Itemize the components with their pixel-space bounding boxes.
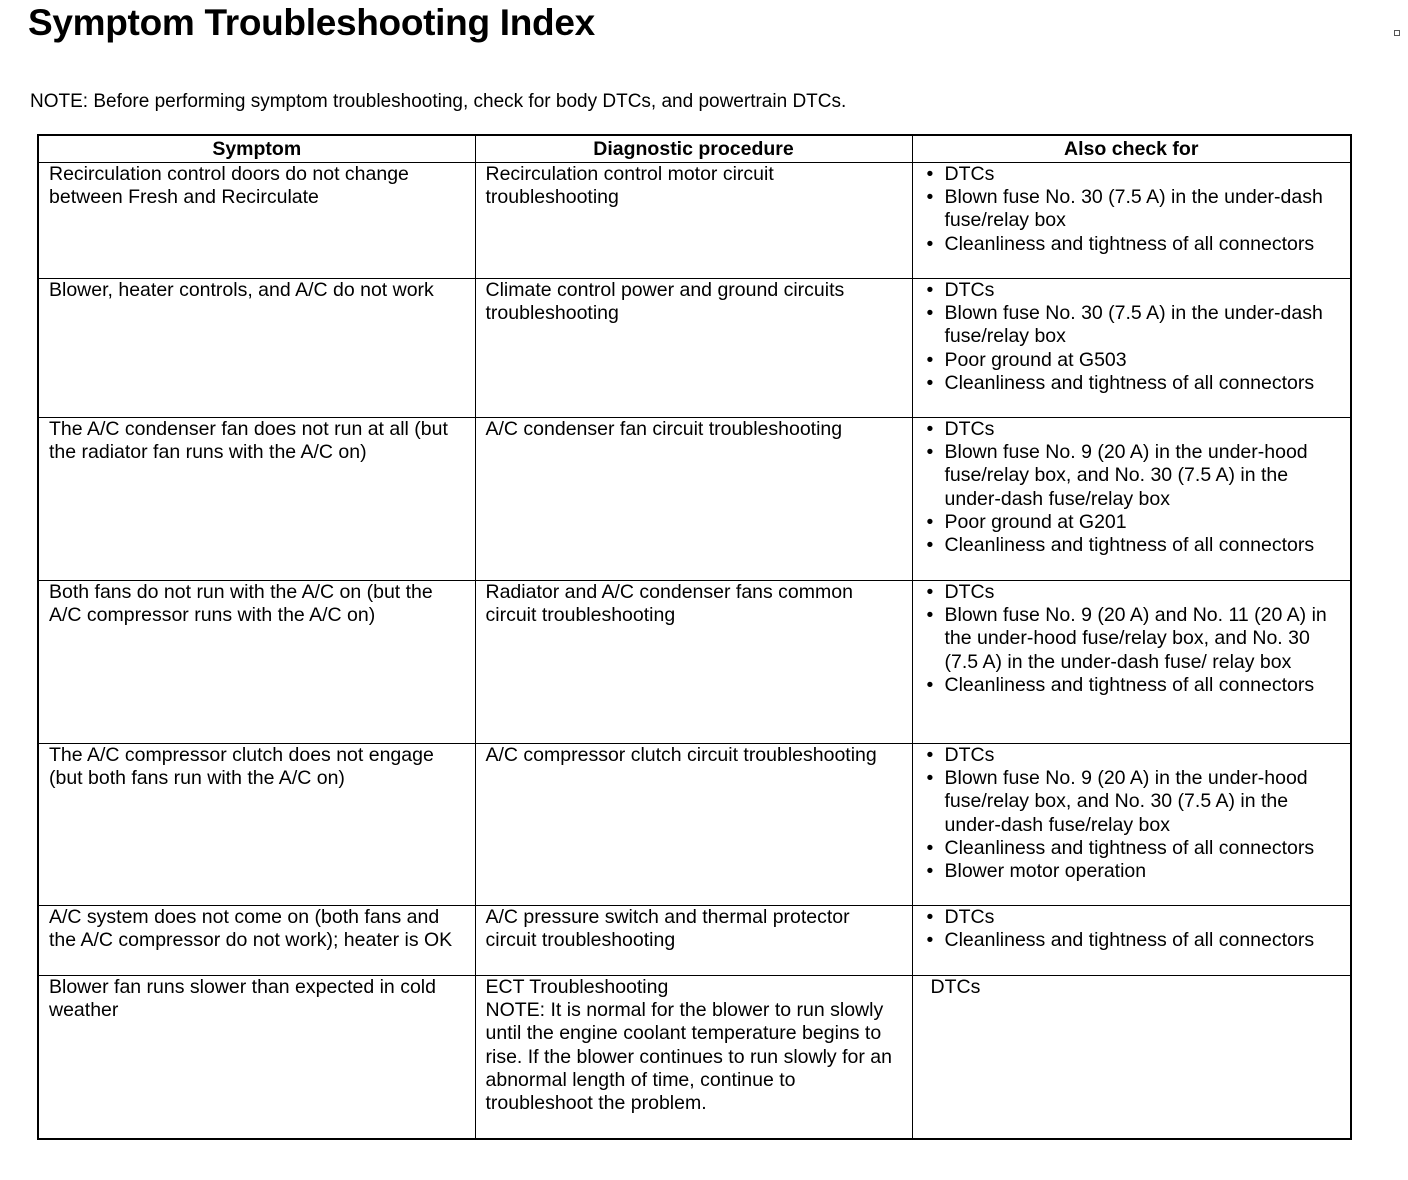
check-list [927,163,1345,256]
table-row [38,976,1351,1139]
check-list [927,581,1345,697]
check-item: • DTCs [927,581,1345,604]
check-item: • DTCs [927,906,1345,929]
table-header-row [38,135,1351,163]
symptom-cell: Both fans do not run with the A/C on (but the A/C compressor runs with the A/C on) [38,581,475,744]
check-item: • Cleanliness and tightness of all connectors [927,929,1345,952]
check-item: • Blown fuse No. 9 (20 A) in the under-hood fuse/relay box, and No. 30 (7.5 A) in the under-dash fuse/relay box [927,767,1345,837]
check-item: • Poor ground at G201 [927,511,1345,534]
procedure-cell: Climate control power and ground circuits troubleshooting [475,279,912,418]
page-title: Symptom Troubleshooting Index [28,2,595,43]
check-item: • Blown fuse No. 30 (7.5 A) in the under-dash fuse/relay box [927,186,1345,232]
check-item: • DTCs [927,279,1345,302]
page-note: NOTE: Before performing symptom troubleshooting, check for body DTCs, and powertrain DTCs. [30,91,847,112]
checks-cell [912,744,1351,906]
check-item: • Cleanliness and tightness of all connectors [927,534,1345,557]
check-item: • DTCs [927,418,1345,441]
margin-mark [1394,30,1400,36]
symptom-cell: The A/C condenser fan does not run at all (but the radiator fan runs with the A/C on) [38,418,475,581]
check-list [927,418,1345,557]
header-also-check-for: Also check for [912,135,1351,163]
checks-cell [912,418,1351,581]
check-list [927,744,1345,883]
check-item: • Blown fuse No. 9 (20 A) in the under-hood fuse/relay box, and No. 30 (7.5 A) in the under-dash fuse/relay box [927,441,1345,511]
procedure-cell: A/C condenser fan circuit troubleshooting [475,418,912,581]
checks-cell [912,906,1351,976]
symptom-cell: The A/C compressor clutch does not engage (but both fans run with the A/C on) [38,744,475,906]
table-row [38,279,1351,418]
header-symptom: Symptom [38,135,475,163]
check-item: • Cleanliness and tightness of all connectors [927,372,1345,395]
procedure-title: ECT Troubleshooting [485,976,669,998]
table-row [38,906,1351,976]
procedure-cell: Recirculation control motor circuit troubleshooting [475,163,912,279]
procedure-cell: A/C pressure switch and thermal protector circuit troubleshooting [475,906,912,976]
procedure-note: NOTE: It is normal for the blower to run slowly until the engine coolant temperature begins to rise. If the blower continues to run slowly for an abnormal length of time, continue to troubleshoot the problem. [485,999,892,1115]
table-row [38,744,1351,906]
symptom-index-table [37,134,1352,1140]
table-row [38,418,1351,581]
table-row [38,163,1351,279]
check-item: • DTCs [927,163,1345,186]
checks-cell [912,976,1351,1139]
check-item: • DTCs [927,744,1345,767]
symptom-cell: Blower, heater controls, and A/C do not work [38,279,475,418]
check-list [927,279,1345,395]
procedure-cell: A/C compressor clutch circuit troubleshooting [475,744,912,906]
checks-cell [912,163,1351,279]
check-item: • Cleanliness and tightness of all connectors [927,837,1345,860]
procedure-cell [475,976,912,1139]
symptom-cell: A/C system does not come on (both fans and the A/C compressor do not work); heater is OK [38,906,475,976]
symptom-cell: Recirculation control doors do not change between Fresh and Recirculate [38,163,475,279]
procedure-cell: Radiator and A/C condenser fans common circuit troubleshooting [475,581,912,744]
header-diagnostic-procedure: Diagnostic procedure [475,135,912,163]
check-list [927,906,1345,952]
check-item: • Blown fuse No. 9 (20 A) and No. 11 (20 A) in the under-hood fuse/relay box, and No. 30 (7.5 A) in the under-dash fuse/ relay box [927,604,1345,674]
check-item: • Blower motor operation [927,860,1345,883]
check-item: DTCs [930,976,981,998]
symptom-cell: Blower fan runs slower than expected in cold weather [38,976,475,1139]
check-item: • Cleanliness and tightness of all connectors [927,233,1345,256]
table-row [38,581,1351,744]
check-item: • Poor ground at G503 [927,349,1345,372]
checks-cell [912,279,1351,418]
check-item: • Blown fuse No. 30 (7.5 A) in the under-dash fuse/relay box [927,302,1345,348]
check-item: • Cleanliness and tightness of all connectors [927,674,1345,697]
checks-cell [912,581,1351,744]
